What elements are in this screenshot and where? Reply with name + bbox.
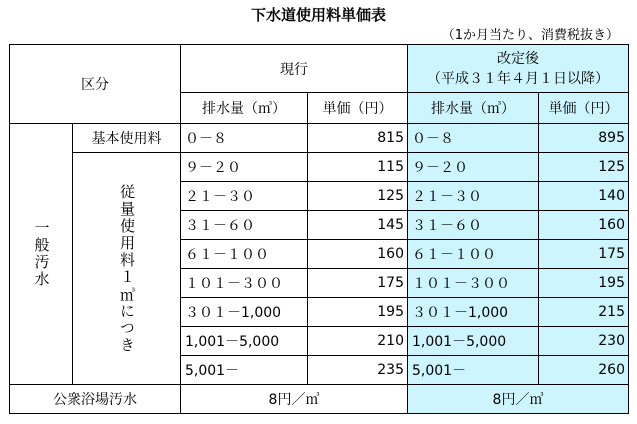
current-range: ９－２０ bbox=[181, 153, 308, 182]
current-price: 235 bbox=[308, 356, 408, 385]
revised-price: 195 bbox=[539, 269, 629, 298]
bath-label: 公衆浴場汚水 bbox=[10, 385, 181, 414]
revised-price: 230 bbox=[539, 327, 629, 356]
current-price: 815 bbox=[308, 124, 408, 153]
current-price: 160 bbox=[308, 240, 408, 269]
revised-range: ６１－１００ bbox=[408, 240, 539, 269]
revised-range: １０１－３００ bbox=[408, 269, 539, 298]
current-range: ０－８ bbox=[181, 124, 308, 153]
table-row bbox=[10, 124, 629, 153]
revised-volume-header: 排水量（㎥） bbox=[408, 93, 539, 124]
current-price: 175 bbox=[308, 269, 408, 298]
revised-range: 1,001－5,000 bbox=[408, 327, 539, 356]
revised-price: 260 bbox=[539, 356, 629, 385]
revised-range: ２１－３０ bbox=[408, 182, 539, 211]
revised-price-header: 単価（円） bbox=[539, 93, 629, 124]
current-range: ３１－６０ bbox=[181, 211, 308, 240]
revised-range: ９－２０ bbox=[408, 153, 539, 182]
revised-range: ３１－６０ bbox=[408, 211, 539, 240]
header-row-1 bbox=[10, 45, 629, 93]
current-range: ６１－１００ bbox=[181, 240, 308, 269]
excess-fee-cell bbox=[73, 153, 181, 385]
revised-price: 175 bbox=[539, 240, 629, 269]
revised-range: 5,001－ bbox=[408, 356, 539, 385]
current-price: 210 bbox=[308, 327, 408, 356]
current-price: 145 bbox=[308, 211, 408, 240]
category-header: 区分 bbox=[10, 45, 181, 124]
revised-title: 改定後 bbox=[497, 50, 539, 67]
current-range: １０１－３００ bbox=[181, 269, 308, 298]
bath-revised-rate: 8円／㎥ bbox=[408, 385, 629, 414]
table-row bbox=[10, 153, 629, 182]
current-range: ３０１－1,000 bbox=[181, 298, 308, 327]
revised-price: 160 bbox=[539, 211, 629, 240]
general-sewage-label: 一般汚水 bbox=[32, 220, 51, 288]
current-range: 5,001－ bbox=[181, 356, 308, 385]
current-range: 1,001－5,000 bbox=[181, 327, 308, 356]
revised-price: 125 bbox=[539, 153, 629, 182]
page-title: 下水道使用料単価表 bbox=[250, 6, 386, 24]
revised-price: 895 bbox=[539, 124, 629, 153]
current-price: 195 bbox=[308, 298, 408, 327]
current-price-header: 単価（円） bbox=[308, 93, 408, 124]
bath-current-rate: 8円／㎥ bbox=[181, 385, 408, 414]
current-volume-header: 排水量（㎥） bbox=[181, 93, 308, 124]
revised-date: （平成３１年４月１日以降） bbox=[427, 70, 609, 87]
revised-price: 215 bbox=[539, 298, 629, 327]
revised-header bbox=[408, 45, 629, 93]
current-range: ２１－３０ bbox=[181, 182, 308, 211]
general-sewage-cell bbox=[10, 124, 73, 385]
revised-price: 140 bbox=[539, 182, 629, 211]
revised-range: ３０１－1,000 bbox=[408, 298, 539, 327]
current-header: 現行 bbox=[181, 45, 408, 93]
fee-table bbox=[9, 44, 629, 414]
tax-note: （1か月当たり、消費税抜き） bbox=[441, 28, 619, 43]
excess-fee-label: 従量使用料１㎥につき bbox=[118, 183, 136, 354]
bath-row bbox=[10, 385, 629, 414]
base-fee-label: 基本使用料 bbox=[73, 124, 181, 153]
revised-range: ０－８ bbox=[408, 124, 539, 153]
current-price: 115 bbox=[308, 153, 408, 182]
current-price: 125 bbox=[308, 182, 408, 211]
